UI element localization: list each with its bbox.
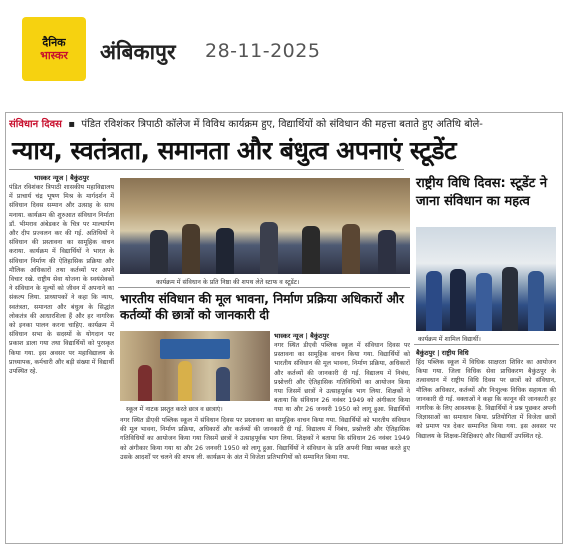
story1-byline: भास्कर न्यूज | बैकुंठपुर: [34, 174, 89, 182]
logo-line1: दैनिक: [42, 36, 66, 49]
story1-photo: [120, 178, 410, 274]
story3-byline: बैकुंठपुर | राष्ट्रीय विधि: [416, 349, 469, 357]
story2-photo: [120, 331, 270, 401]
story2-photo-caption: स्कूल में नाटक प्रस्तुत करते छात्र व छात्राएं।: [126, 406, 223, 413]
kicker: [9, 116, 557, 130]
news-clipping: [5, 112, 563, 544]
story3-photo-caption: कार्यक्रम में शामिल विद्यार्थी।: [418, 336, 481, 343]
headline-rule: [9, 169, 404, 170]
story3-headline: राष्ट्रीय विधि दिवस: स्टूडेंट ने जाना संविधान का महत्व: [416, 176, 548, 209]
story3-body: हिंद पब्लिक स्कूल में विधिक साक्षरता शिविर का आयोजन किया गया. जिला विधिक सेवा प्राधिकरण बैकुंठपुर के तत्वावधान में राष्ट्रीय विधि दिवस पर छात्रों को संविधान, मौलिक अधिकार, कर्तव्यों और निःशुल्क विधिक सहायता की जानकारी दी गई. वक्ताओं ने कहा कि कानून की जानकारी हर नागरिक के लिए आवश्यक है. विद्यार्थियों ने प्रश्न पूछकर अपनी जिज्ञासाओं का समाधान किया. प्रतियोगिता में विजेता छात्रों को प्रमाण पत्र देकर सम्मानित किया गया. इस अवसर पर विद्यालय के शिक्षक-शिक्षिकाएं और विद्यार्थी उपस्थित रहे.: [416, 359, 556, 440]
edition-date: 28-11-2025: [205, 40, 321, 62]
story2-body-right: नगर स्थित डीएवी पब्लिक स्कूल में संविधान दिवस पर प्रस्तावना का सामूहिक वाचन किया गया. विद्यार्थियों को भारतीय संविधान की मूल भावना, निर्माण प्रक्रिया, अधिकारों और कर्तव्यों की जानकारी दी गई. विद्यालय में निबंध, प्रश्नोत्तरी और ऐतिहासिक गतिविधियों का आयोजन किया गया जिसमें छात्रों ने उत्साहपूर्वक भाग लिया. शिक्षकों ने बताया कि संविधान 26 नवंबर 1949 को अंगीकार किया गया था और 26 जनवरी 1950 को लागू हुआ. विद्यार्थियों: [274, 342, 410, 413]
story3-rule: [414, 344, 559, 345]
story2-headline: भारतीय संविधान की मूल भावना, निर्माण प्रक्रिया अधिकारों और कर्तव्यों की छात्रों को जानकारी दी: [120, 292, 404, 322]
logo-line2: भास्कर: [40, 49, 68, 62]
story2-byline: भास्कर न्यूज | बैकुंठपुर: [274, 332, 329, 340]
story1-body: पंडित रविशंकर त्रिपाठी शासकीय महाविद्यालय में प्राचार्य चंद्र भूषण मिश्र के मार्गदर्शन में संविधान दिवस सम्मान और उत्साह के साथ मनाया. कार्यक्रम की शुरुआत संविधान निर्माता डॉ. भीमराव अंबेडकर के चित्र पर माल्यार्पण और दीप प्रज्वलन कर की गई. अतिथियों ने संविधान की प्रस्तावना का सामूहिक वाचन कराया. कार्यक्रम में विद्यार्थियों ने भारत के संविधान निर्माण की ऐतिहासिक प्रक्रिया और मौलिक अधिकारों तथा कर्तव्यों पर अपने विचार रखे. राष्ट्रीय सेवा योजना के स्वयंसेवकों ने संविधान के मूल्यों को जीवन में अपनाने का संकल्प लिया. प्राध्यापकों ने कहा कि न्याय, स्वतंत्रता, समानता और बंधुत्व के सिद्धांत लोकतंत्र की आधारशिला हैं और हर नागरिक को इनका पालन करना चाहिए. कार्यक्रम में संविधान सभा के सदस्यों के योगदान पर प्रकाश डाला गया तथा विद्यार्थियों को पुरस्कृत किया गया. इस अवसर पर महाविद्यालय के प्राध्यापक, कर्मचारी और बड़ी संख्या में विद्यार्थी उपस्थित रहे.: [9, 184, 114, 376]
kicker-label: संविधान दिवस: [9, 119, 62, 130]
main-headline: न्याय, स्वतंत्रता, समानता और बंधुत्व अपनाएं स्टूडेंट: [12, 136, 457, 165]
kicker-separator: ▪: [65, 119, 79, 130]
kicker-text: पंडित रविशंकर त्रिपाठी कॉलेज में विविध कार्यक्रम हुए, विद्यार्थियों को संविधान की महत्ता बताते हुए अतिथि बोले-: [81, 119, 483, 130]
story1-photo-caption: कार्यक्रम में संविधान के प्रति निष्ठा की शपथ लेते स्टाफ व स्टूडेंट।: [156, 279, 300, 286]
dainik-bhaskar-logo: [22, 17, 86, 81]
story2-body: नगर स्थित डीएवी पब्लिक स्कूल में संविधान दिवस पर प्रस्तावना का सामूहिक वाचन किया गया. विद्यार्थियों को भारतीय संविधान की मूल भावना, निर्माण प्रक्रिया, अधिकारों और कर्तव्यों की जानकारी दी गई. विद्यालय में निबंध, प्रश्नोत्तरी और ऐतिहासिक गतिविधियों का आयोजन किया गया जिसमें छात्रों ने उत्साहपूर्वक भाग लिया. शिक्षकों ने बताया कि संविधान 26 नवंबर 1949 को अंगीकार किया गया था और 26 जनवरी 1950 को लागू हुआ. विद्यार्थियों ने संविधान के प्रति अपनी निष्ठा व्यक्त करते हुए उसके आदर्शों पर चलने की शपथ ली. कार्यक्रम के अंत में विजेता प्रतिभागियों को सम्मानित किया गया.: [120, 417, 410, 461]
story3-photo: [416, 227, 556, 331]
edition-city: अंबिकापुर: [100, 40, 176, 64]
story2-top-rule: [118, 287, 410, 288]
